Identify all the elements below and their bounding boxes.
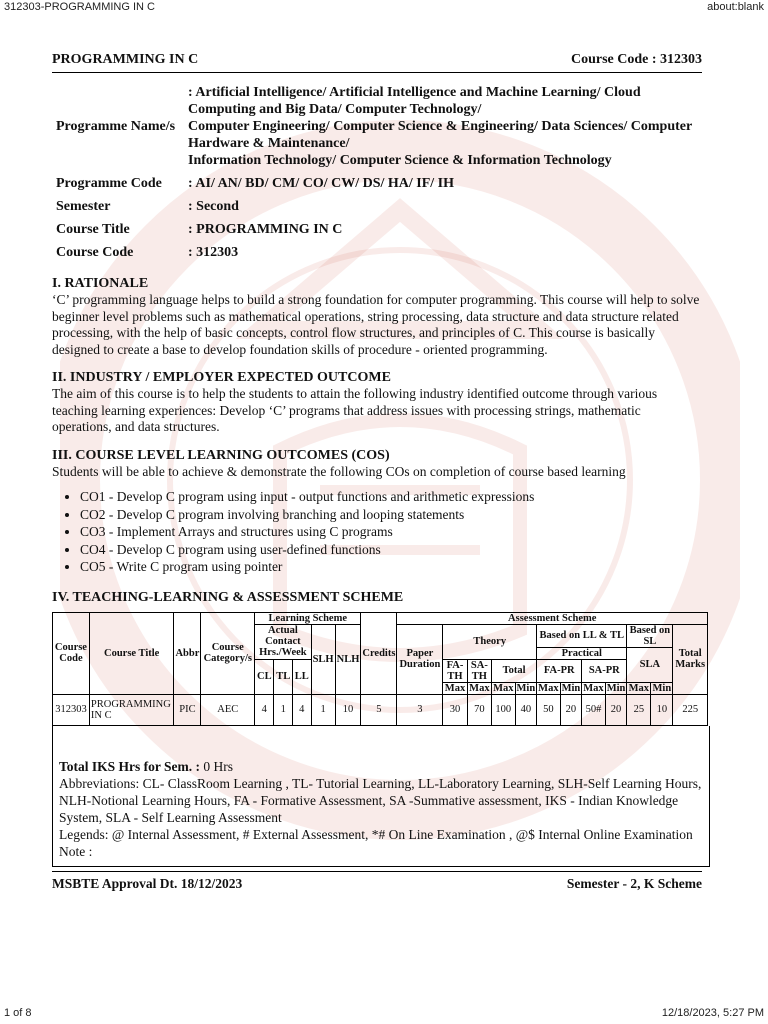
- col-fa-th: FA- TH: [443, 659, 467, 682]
- cell-abbr: PIC: [174, 694, 201, 725]
- course-outcomes-list: [52, 488, 702, 576]
- cell-course-title: PROGRAMMING IN C: [89, 694, 174, 725]
- document-page: [52, 52, 706, 892]
- course-outcome-item: • CO2 - Develop C program involving branching and looping statements: [80, 506, 702, 524]
- rationale-heading: I. RATIONALE: [52, 276, 149, 291]
- industry-outcome-heading: II. INDUSTRY / EMPLOYER EXPECTED OUTCOME: [52, 370, 391, 385]
- cell-total-min: 40: [515, 694, 537, 725]
- col-learning-scheme: Learning Scheme: [255, 612, 361, 624]
- col-nlh: NLH: [335, 624, 361, 694]
- iks-value: 0 Hrs: [203, 758, 234, 774]
- col-sla: SLA: [627, 647, 673, 682]
- course-outcomes-intro: Students will be able to achieve & demonstrate the following COs on completion of course based learning: [52, 463, 626, 479]
- abbreviations-text: Abbreviations: CL- ClassRoom Learning , TL- Tutorial Learning, LL-Laboratory Learning, SLH-Self Learning Hours, NLH-Notional Learning Hours, FA - Formative Assessment, SA -Summative assessment, IKS - Indian Knowledge System, SLA - Self Learning Assessment: [59, 775, 702, 825]
- course-outcome-item: • CO1 - Develop C program using input - output functions and arithmetic expressions: [80, 488, 702, 506]
- col-min: Min: [652, 682, 672, 694]
- col-sa-th: SA- TH: [467, 659, 491, 682]
- programme-code-value: : AI/ AN/ BD/ CM/ CO/ CW/ DS/ HA/ IF/ IH: [188, 176, 455, 191]
- header-course-code: Course Code : 312303: [570, 52, 702, 67]
- cell-credits: 5: [361, 694, 397, 725]
- browser-footer: [0, 1006, 768, 1022]
- cell-sla-min: 10: [651, 694, 673, 725]
- programme-names-label: Programme Name/s: [56, 119, 176, 134]
- cell-tl: 1: [274, 694, 293, 725]
- note-text: Note :: [59, 843, 93, 859]
- cell-sa-th-max: 70: [467, 694, 491, 725]
- col-theory: Theory: [443, 624, 537, 659]
- col-min: Min: [606, 682, 626, 694]
- rationale-text: ‘C’ programming language helps to build a strong foundation for computer programming. This course will help to solve beginner level problems such as mathematical operations, string processing, data structure and data structure related processing, with the help of basic concepts, control flow structures, and principles of C. This course is basically designed to create a base to develop foundation skills of procedure - oriented programming.: [52, 292, 700, 357]
- semester-scheme: Semester - 2, K Scheme: [566, 875, 702, 891]
- cell-course-code: 312303: [53, 694, 90, 725]
- programme-code-row: [52, 172, 702, 195]
- browser-header: [0, 0, 768, 16]
- col-based-ll-tl: Based on LL & TL: [537, 624, 627, 647]
- course-info-table: [52, 81, 702, 264]
- col-max: Max: [493, 682, 514, 694]
- cell-slh: 1: [311, 694, 335, 725]
- course-outcomes-heading: III. COURSE LEVEL LEARNING OUTCOMES (COS): [52, 447, 390, 463]
- col-based-sl: Based on SL: [627, 624, 673, 647]
- col-actual-contact: Actual Contact Hrs./Week: [255, 624, 311, 659]
- cell-category: AEC: [201, 694, 255, 725]
- col-max: Max: [444, 682, 466, 694]
- industry-outcome-text: The aim of this course is to help the students to attain the following industry identified outcome through various teaching learning experiences: Develop ‘C’ programs that address issues with processing strings, mathematic operations, and data structures.: [52, 386, 658, 434]
- page-url: about:blank: [707, 1, 764, 13]
- col-cl: CL: [255, 659, 274, 694]
- col-max: Max: [538, 682, 559, 694]
- page-footer: [52, 871, 702, 892]
- programme-code-label: Programme Code: [56, 176, 162, 191]
- header-course-name: PROGRAMMING IN C: [52, 52, 199, 67]
- cell-sla-max: 25: [627, 694, 651, 725]
- course-title-value: : PROGRAMMING IN C: [188, 222, 343, 237]
- scheme-table: [52, 612, 708, 726]
- col-course-title: Course Title: [89, 612, 174, 694]
- cell-ll: 4: [293, 694, 312, 725]
- cell-paper-duration: 3: [397, 694, 443, 725]
- col-paper-duration: Paper Duration: [397, 624, 443, 694]
- col-abbr: Abbr: [174, 612, 201, 694]
- programme-names-line: Information Technology/ Computer Science & Information Technology: [188, 153, 612, 168]
- cell-total-max: 100: [492, 694, 515, 725]
- programme-names-row: [52, 81, 702, 172]
- programme-names-line: : Artificial Intelligence/ Artificial Intelligence and Machine Learning/ Cloud Computing and Big Data/ Computer Technology/: [188, 85, 641, 117]
- col-category: Course Category/s: [201, 612, 255, 694]
- scheme-heading: IV. TEACHING-LEARNING & ASSESSMENT SCHEME: [52, 589, 404, 605]
- page-header: [52, 52, 702, 73]
- approval-date: MSBTE Approval Dt. 18/12/2023: [52, 875, 243, 891]
- legends-text: Legends: @ Internal Assessment, # External Assessment, *# On Line Examination , @$ Internal Online Examination: [59, 826, 693, 842]
- col-credits: Credits: [361, 612, 397, 694]
- col-max: Max: [628, 682, 650, 694]
- col-tl: TL: [274, 659, 293, 694]
- page-indicator: 1 of 8: [4, 1007, 32, 1019]
- cell-fa-th-max: 30: [443, 694, 467, 725]
- print-timestamp: 12/18/2023, 5:27 PM: [661, 1007, 764, 1019]
- tab-title: 312303-PROGRAMMING IN C: [4, 1, 155, 13]
- course-code-row: [52, 241, 702, 264]
- programme-names-line: Computer Engineering/ Computer Science & Engineering/ Data Sciences/ Computer Hardware & Maintenance/: [188, 119, 692, 151]
- col-ll: LL: [293, 659, 312, 694]
- course-outcome-item: • CO4 - Develop C program using user-defined functions: [80, 541, 702, 559]
- col-course-code: Course Code: [53, 612, 90, 694]
- programme-names-value: [184, 81, 702, 172]
- cell-fa-pr-min: 20: [560, 694, 582, 725]
- col-min: Min: [561, 682, 581, 694]
- course-code-label: Course Code: [56, 245, 134, 260]
- col-practical: Practical: [537, 647, 627, 659]
- col-assessment-scheme: Assessment Scheme: [397, 612, 708, 624]
- course-title-row: [52, 218, 702, 241]
- col-slh: SLH: [311, 624, 335, 694]
- semester-value: : Second: [188, 199, 239, 214]
- col-max: Max: [469, 682, 490, 694]
- course-title-label: Course Title: [56, 222, 130, 237]
- course-outcome-item: • CO3 - Implement Arrays and structures using C programs: [80, 523, 702, 541]
- col-max: Max: [583, 682, 604, 694]
- iks-label: Total IKS Hrs for Sem. :: [59, 758, 201, 774]
- cell-cl: 4: [255, 694, 274, 725]
- notes-box: [52, 726, 710, 867]
- cell-sa-pr-max: 50#: [582, 694, 605, 725]
- col-total-marks: Total Marks: [673, 624, 708, 694]
- cell-nlh: 10: [335, 694, 361, 725]
- semester-row: [52, 195, 702, 218]
- cell-fa-pr-max: 50: [537, 694, 560, 725]
- iks-hours: [59, 758, 705, 775]
- col-fa-pr: FA-PR: [537, 659, 582, 682]
- col-total: Total: [492, 659, 537, 682]
- cell-sa-pr-min: 20: [605, 694, 627, 725]
- course-code-value: : 312303: [188, 245, 239, 260]
- cell-total-marks: 225: [673, 694, 708, 725]
- col-min: Min: [516, 682, 536, 694]
- table-row: [53, 694, 708, 725]
- course-outcome-item: • CO5 - Write C program using pointer: [80, 558, 702, 576]
- col-sa-pr: SA-PR: [582, 659, 627, 682]
- semester-label: Semester: [56, 199, 111, 214]
